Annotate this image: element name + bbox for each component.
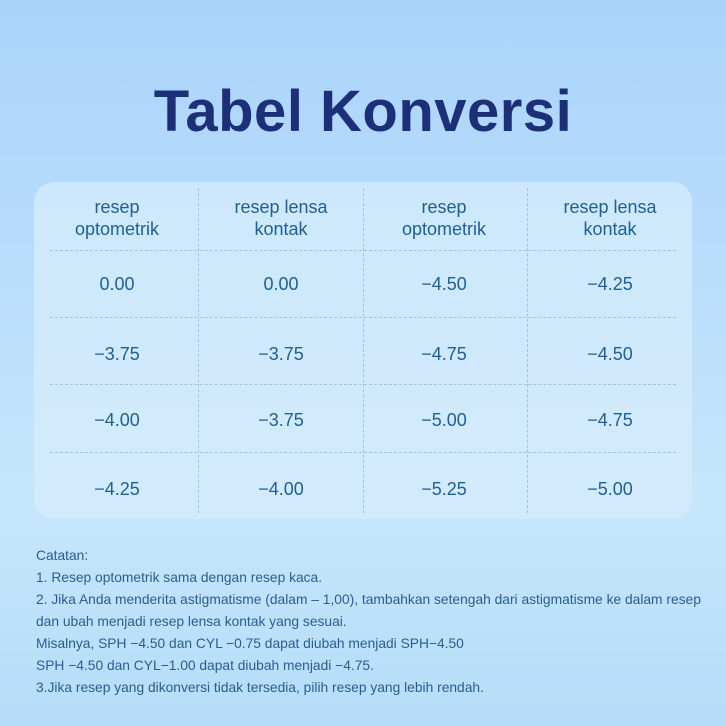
table-cell: −4.00 [94,410,140,430]
table-cell: −4.25 [587,274,633,294]
table-cell: −5.00 [421,410,467,430]
conversion-table [34,182,692,519]
table-cell: 0.00 [99,274,135,294]
note-line: Misalnya, SPH −4.50 dan CYL −0.75 dapat diubah menjadi SPH−4.50 [36,636,464,651]
table-cell: −3.75 [94,344,140,364]
note-line: 1. Resep optometrik sama dengan resep kaca. [36,570,323,585]
note-line: SPH −4.50 dan CYL−1.00 dapat diubah menjadi −4.75. [36,658,374,673]
note-line: 2. Jika Anda menderita astigmatisme (dalam – 1,00), tambahkan setengah dari astigmatisme ke dalam resep dan ubah menjadi resep lensa kontak yang sesuai. [36,592,701,629]
column-header: resep lensa kontak [234,197,328,239]
table-cell: −5.25 [421,479,467,499]
table-cell: −5.00 [587,479,633,499]
table-cell: −4.50 [587,344,633,364]
page-title: Tabel Konversi [153,79,573,144]
table-cell: −3.75 [258,410,304,430]
table-cell: −4.25 [94,479,140,499]
column-header: resep optometrik [401,197,487,239]
table-cell: −4.00 [258,479,304,499]
column-header: resep lensa kontak [563,197,657,239]
table-cell: −4.50 [421,274,467,294]
table-cell: −4.75 [421,344,467,364]
table-cell: 0.00 [263,274,299,294]
notes-heading: Catatan: [36,548,89,563]
note-line: 3.Jika resep yang dikonversi tidak tersedia, pilih resep yang lebih rendah. [36,680,484,695]
table-cell: −3.75 [258,344,304,364]
column-header: resep optometrik [74,197,160,239]
table-cell: −4.75 [587,410,633,430]
notes-section [36,545,702,699]
